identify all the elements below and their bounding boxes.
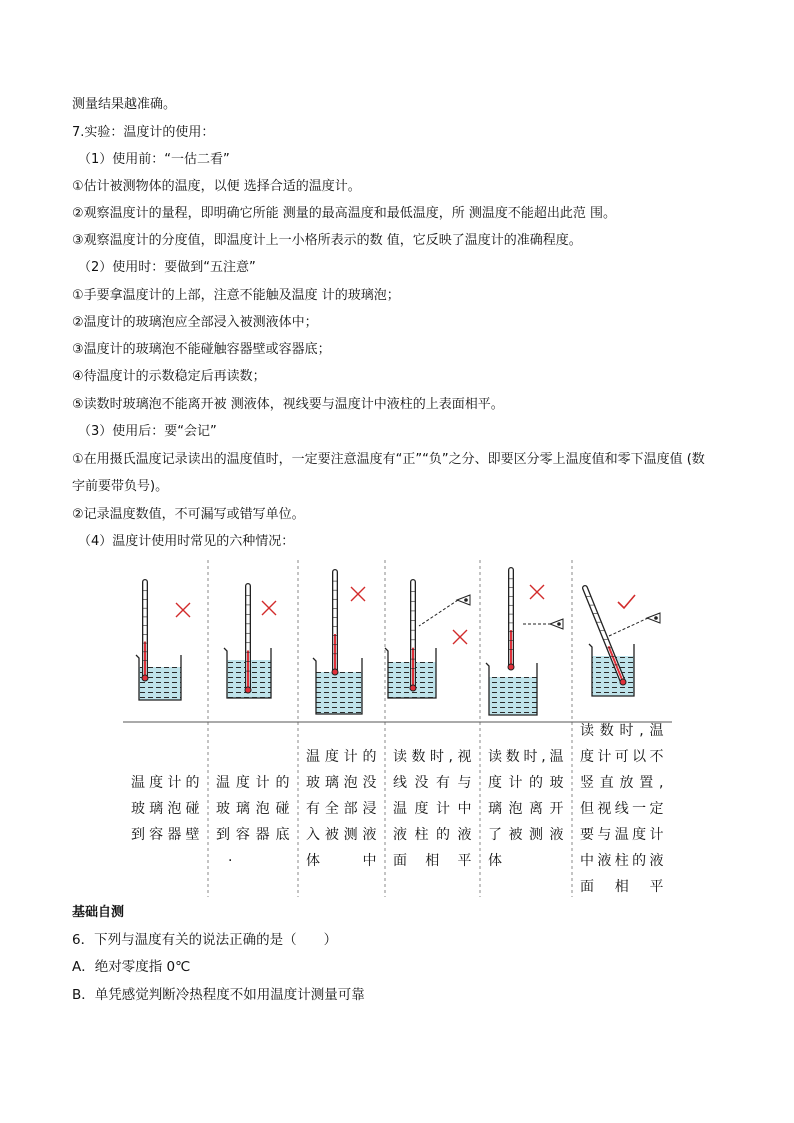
sight-line [419, 600, 458, 626]
eye-icon [457, 595, 470, 605]
caption-3 [306, 744, 377, 874]
cross-mark-icon [453, 630, 467, 644]
caption-line: 温度计的 [306, 749, 377, 765]
caption-line: 度计可以不 [580, 749, 664, 765]
eye-pupil [654, 616, 658, 620]
caption-2 [216, 770, 290, 848]
liquid [316, 672, 362, 714]
check-mark-icon [618, 595, 635, 608]
liquid [489, 677, 537, 715]
text-line: （1）使用前：“一估二看” [78, 152, 230, 167]
caption-1 [131, 770, 200, 848]
option-a: A．绝对零度指 0℃ [72, 959, 191, 975]
caption-line: 到容器壁 [131, 827, 200, 843]
text-line: ③温度计的玻璃泡不能碰触容器壁或容器底； [72, 342, 331, 357]
caption-line: 体中 [306, 853, 377, 869]
thermometer-bulb [142, 675, 148, 681]
text-line: ①手要拿温度计的上部，注意不能触及温度 计的玻璃泡； [72, 288, 400, 303]
caption-6 [580, 718, 664, 900]
text-line: ②记录温度数值，不可漏写或错写单位。 [72, 507, 305, 522]
text-line: （4）温度计使用时常见的六种情况： [78, 534, 295, 549]
cross-mark-icon [262, 601, 276, 615]
section-title: 基础自测 [72, 905, 125, 920]
text-line: 测量结果越准确。 [72, 97, 177, 112]
caption-line: 要与温度计 [580, 827, 664, 843]
text-line: 字前要带负号)。 [72, 479, 169, 494]
section-heading: 7.实验：温度计的使用： [72, 125, 215, 140]
caption-4 [393, 744, 472, 874]
eye-icon [550, 619, 563, 629]
thermometer-bulb [245, 687, 251, 693]
eye-pupil [464, 598, 468, 602]
caption-line: 璃泡离开 [488, 801, 564, 817]
caption-line: 有全部浸 [306, 801, 377, 817]
caption-line: 竖直放置, [580, 775, 664, 791]
eye-pupil [557, 622, 561, 626]
text-line: ①在用摄氏温度记录读出的温度值时，一定要注意温度有“正”“负”之分、即要区分零上温度值和零下温度值 (数 [72, 452, 705, 467]
cross-mark-icon [530, 585, 544, 599]
thermometer-figure [123, 560, 672, 897]
caption-line: 读数时,视 [393, 749, 472, 765]
cross-mark-icon [351, 587, 365, 601]
text-line: （2）使用时：要做到“五注意” [78, 260, 256, 275]
thermometer-bulb [508, 664, 514, 670]
text-line: ②观察温度计的量程，即明确它所能 测量的最高温度和最低温度，所 测温度不能超出此范 围。 [72, 206, 617, 221]
caption-line: 面相平 [580, 879, 664, 895]
caption-line: 面相平 [393, 853, 472, 869]
text-line: ⑤读数时玻璃泡不能离开被 测液体，视线要与温度计中液柱的上表面相平。 [72, 397, 504, 412]
option-b: B．单凭感觉判断冷热程度不如用温度计测量可靠 [72, 987, 365, 1003]
caption-line: 到容器底 [216, 827, 290, 843]
caption-line: 中液柱的液 [580, 853, 664, 869]
caption-line: 体 [488, 853, 503, 869]
caption-line: 玻璃泡没 [306, 775, 377, 791]
thermometer-bulb [620, 679, 626, 685]
text-line: ③观察温度计的分度值，即温度计上一小格所表示的数 值，它反映了温度计的准确程度。 [72, 233, 582, 248]
caption-line: 度计的玻 [488, 775, 564, 791]
caption-line: 温度计中 [393, 801, 472, 817]
sight-line [609, 618, 648, 636]
caption-5 [488, 744, 564, 874]
eye-icon [647, 613, 660, 623]
text-line: ②温度计的玻璃泡应全部浸入被测液体中； [72, 315, 318, 330]
caption-line: 玻璃泡碰 [216, 801, 290, 817]
thermometer-bulb [410, 685, 416, 691]
cross-mark-icon [176, 603, 190, 617]
caption-line: 线没有与 [393, 775, 472, 791]
text-line: （3）使用后：要“会记” [78, 424, 217, 439]
caption-line: 玻璃泡碰 [131, 801, 200, 817]
text-line: ①估计被测物体的温度，以便 选择合适的温度计。 [72, 179, 361, 194]
text-line: ④待温度计的示数稳定后再读数； [72, 369, 266, 384]
caption-line: 入被测液 [306, 827, 377, 843]
caption-line: 了被测液 [488, 827, 564, 843]
caption-line: 读数时,温 [488, 749, 564, 765]
caption-line: 温度计的 [131, 775, 200, 791]
caption-line: 温度计的 [216, 775, 290, 791]
caption-line: 液柱的液 [393, 827, 472, 843]
stray-dot: . [228, 849, 233, 865]
thermometer-bulb [332, 669, 338, 675]
caption-line: 读数时,温 [580, 723, 664, 739]
question-stem: 6．下列与温度有关的说法正确的是（ ） [72, 932, 338, 948]
caption-line: 但视线一定 [580, 801, 664, 817]
